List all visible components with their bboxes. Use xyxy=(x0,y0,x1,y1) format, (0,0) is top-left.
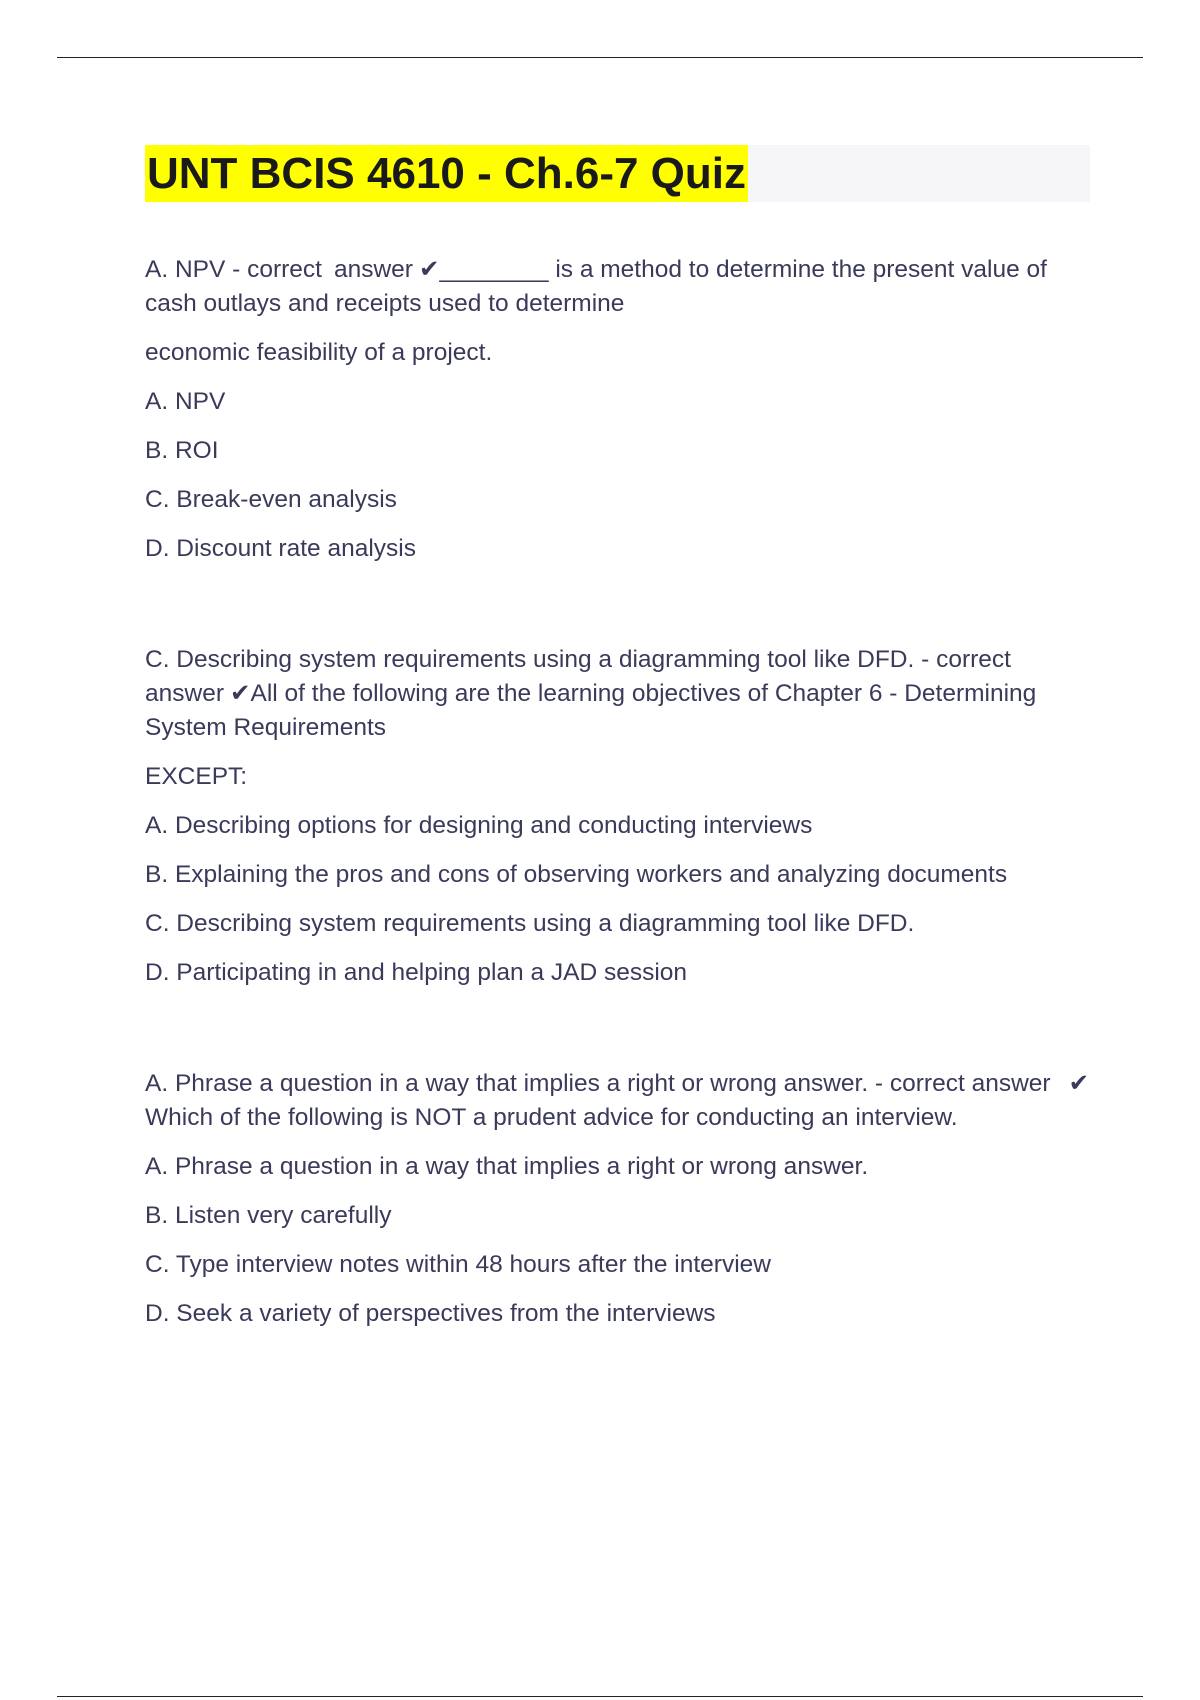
question-prompt xyxy=(145,253,1090,321)
answer-lead: C. Describing system requirements using a diagramming tool like DFD. - correct xyxy=(145,646,1011,673)
header-rule xyxy=(57,57,1143,58)
option-a: A. Phrase a question in a way that implies a right or wrong answer. xyxy=(145,1153,869,1180)
question-continuation: economic feasibility of a project. xyxy=(145,339,493,366)
footer-rule xyxy=(57,1696,1143,1697)
checkmark-icon: ✔ xyxy=(418,256,440,283)
question-prompt xyxy=(145,643,1090,745)
question-stem: ________ is a method to determine the present value of cash outlays and receipts used to determine xyxy=(145,256,1047,317)
option-c: C. Describing system requirements using a diagramming tool like DFD. xyxy=(145,910,915,937)
answer-lead: A. Phrase a question in a way that implies a right or wrong answer. - correct answer xyxy=(145,1070,1051,1097)
answer-word: answer xyxy=(333,256,413,283)
question-stem: Which of the following is NOT a prudent advice for conducting an interview. xyxy=(145,1104,958,1131)
question-continuation: EXCEPT: xyxy=(145,763,248,790)
option-b: B. Listen very carefully xyxy=(145,1202,392,1229)
option-b: B. ROI xyxy=(145,437,219,464)
option-b: B. Explaining the pros and cons of observing workers and analyzing documents xyxy=(145,861,1008,888)
option-d: D. Participating in and helping plan a JAD session xyxy=(145,959,688,986)
question-2 xyxy=(145,643,1090,990)
document-body xyxy=(145,145,1090,1331)
checkmark-icon: ✔ xyxy=(229,680,251,707)
option-d: D. Seek a variety of perspectives from the interviews xyxy=(145,1300,716,1327)
answer-word: answer xyxy=(145,680,224,707)
option-a: A. Describing options for designing and conducting interviews xyxy=(145,812,813,839)
question-1 xyxy=(145,253,1090,566)
option-a: A. NPV xyxy=(145,388,226,415)
checkmark-icon: ✔ xyxy=(1068,1070,1090,1097)
page-title: UNT BCIS 4610 - Ch.6-7 Quiz xyxy=(145,145,748,202)
answer-lead: A. NPV - correct xyxy=(145,256,322,283)
option-c: C. Type interview notes within 48 hours after the interview xyxy=(145,1251,771,1278)
option-c: C. Break-even analysis xyxy=(145,486,397,513)
question-stem: All of the following are the learning objectives of Chapter 6 - Determining System Requirements xyxy=(145,680,1037,741)
option-d: D. Discount rate analysis xyxy=(145,535,416,562)
question-3 xyxy=(145,1067,1090,1331)
title-banner xyxy=(145,145,1090,202)
question-prompt xyxy=(145,1067,1090,1135)
